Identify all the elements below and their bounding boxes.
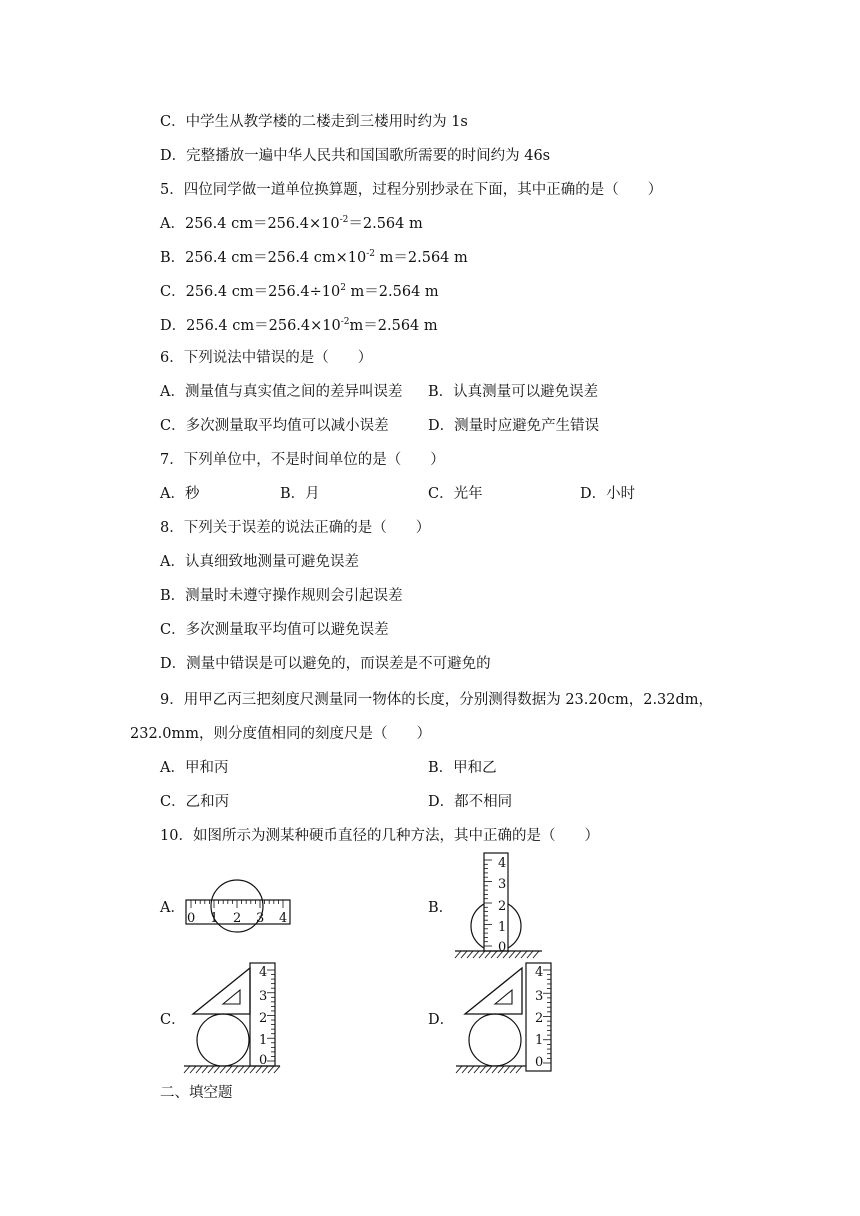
figure-b-mark-2: 2	[498, 899, 507, 914]
figure-a-mark-2: 2	[233, 911, 242, 926]
ground-hatch	[479, 951, 485, 958]
q8-option-c: C．多次测量取平均值可以避免误差	[160, 622, 389, 638]
ground-hatch	[485, 951, 491, 958]
figure-b-mark-1: 1	[498, 920, 507, 935]
ground-hatch	[226, 1066, 232, 1073]
ground-hatch	[184, 1066, 190, 1073]
q9-option-a: A．甲和丙	[160, 760, 229, 776]
figure-d-mark-3: 3	[535, 989, 544, 1004]
ground-hatch	[480, 1066, 486, 1073]
q5-option-c: C．256.4 $cm=256.4\div 10^2$ m＝2.564 m	[160, 283, 439, 300]
q5-option-b: B．256.4 cm＝256.4 $cm\times 10^{-2}$ m＝2.564 m	[160, 249, 468, 266]
figure-b-mark-0: 0	[498, 940, 507, 955]
q9-stem-line2: 232.0mm，则分度值相同的刻度尺是（ ）	[130, 726, 432, 742]
q8-option-b: B．测量时未遵守操作规则会引起误差	[160, 588, 403, 604]
q5-stem: 5．四位同学做一道单位换算题，过程分别抄录在下面，其中正确的是（ ）	[160, 182, 663, 198]
ground-hatch	[268, 1066, 274, 1073]
q6-option-d: D．测量时应避免产生错误	[428, 418, 600, 434]
ground-hatch	[516, 1066, 522, 1073]
figure-c-mark-4: 4	[259, 965, 268, 980]
q4-option-c: C．中学生从教学楼的二楼走到三楼用时约为 1s	[160, 114, 468, 130]
ground-hatch	[498, 1066, 504, 1073]
ground-hatch	[220, 1066, 226, 1073]
figure-b-ruler-on-coin	[450, 850, 550, 960]
figure-b-mark-3: 3	[498, 877, 507, 892]
ground-hatch	[214, 1066, 220, 1073]
ground-hatch	[492, 1066, 498, 1073]
q9-stem-line1: 9．用甲乙丙三把刻度尺测量同一物体的长度，分别测得数据为 23.20cm，2.32dm，	[160, 692, 714, 708]
ground-hatch	[509, 951, 515, 958]
figure-c-mark-3: 3	[259, 989, 268, 1004]
q7-option-a: A．秒	[160, 486, 200, 502]
q8-option-a: A．认真细致地测量可避免误差	[160, 554, 359, 570]
figure-d-triangle-and-ruler	[450, 960, 560, 1080]
q9-option-d: D．都不相同	[428, 794, 513, 810]
q8-option-d: D．测量中错误是可以避免的，而误差是不可避免的	[160, 656, 491, 672]
figure-c-label: C．	[160, 1012, 186, 1028]
figure-b-label: B．	[428, 900, 454, 916]
ground-hatch	[190, 1066, 196, 1073]
ground-hatch	[202, 1066, 208, 1073]
q9-option-c: C．乙和丙	[160, 794, 230, 810]
ground-hatch	[467, 951, 473, 958]
ground-hatch	[473, 951, 479, 958]
ground-hatch	[486, 1066, 492, 1073]
ground-hatch	[461, 951, 467, 958]
ground-hatch	[521, 951, 527, 958]
q7-stem: 7．下列单位中，不是时间单位的是（ ）	[160, 452, 445, 468]
figure-a-mark-1: 1	[210, 911, 219, 926]
ground-hatch	[527, 951, 533, 958]
ground-hatch	[250, 1066, 256, 1073]
q6-option-a: A．测量值与真实值之间的差异叫误差	[160, 384, 403, 400]
ground-hatch	[474, 1066, 480, 1073]
figure-a-mark-0: 0	[187, 911, 196, 926]
q6-option-b: B．认真测量可以避免误差	[428, 384, 599, 400]
section-2-heading: 二、填空题	[160, 1085, 233, 1101]
ground-hatch	[455, 951, 461, 958]
figure-d-label: D．	[428, 1012, 455, 1028]
ground-hatch	[515, 951, 521, 958]
q7-option-c: C．光年	[428, 486, 483, 502]
ground-hatch	[196, 1066, 202, 1073]
q6-stem: 6．下列说法中错误的是（ ）	[160, 350, 373, 366]
q10-stem: 10．如图所示为测某种硬币直径的几种方法，其中正确的是（ ）	[160, 828, 599, 844]
ground-hatch	[208, 1066, 214, 1073]
ground-hatch	[510, 1066, 516, 1073]
ground-hatch	[232, 1066, 238, 1073]
q7-option-b: B．月	[280, 486, 320, 502]
q5-option-a: A．256.4 $cm=256.4\times 10^{-2}=2.564$ m	[160, 215, 423, 232]
figure-c-mark-0: 0	[259, 1053, 268, 1068]
figure-c-mark-1: 1	[259, 1033, 268, 1048]
figure-d-mark-4: 4	[535, 965, 544, 980]
q8-stem: 8．下列关于误差的说法正确的是（ ）	[160, 520, 431, 536]
figure-d-mark-0: 0	[535, 1055, 544, 1070]
q5-option-d: D．256.4 $cm=256.4\times 10^{-2}m=2.564$ m	[160, 317, 438, 334]
figure-b-mark-4: 4	[498, 856, 507, 871]
figure-d-mark-2: 2	[535, 1011, 544, 1026]
ground-hatch	[462, 1066, 468, 1073]
figure-c-mark-2: 2	[259, 1011, 268, 1026]
figure-a-coin-on-ruler	[180, 870, 300, 940]
q7-option-d: D．小时	[580, 486, 636, 502]
figure-a-label: A．	[160, 900, 185, 916]
ground-hatch	[274, 1066, 280, 1073]
ground-hatch	[533, 951, 539, 958]
ground-hatch	[491, 951, 497, 958]
ground-hatch	[504, 1066, 510, 1073]
ground-hatch	[468, 1066, 474, 1073]
ground-hatch	[244, 1066, 250, 1073]
figure-a-mark-4: 4	[279, 911, 288, 926]
figure-c-triangle-and-ruler	[180, 960, 290, 1080]
q6-option-c: C．多次测量取平均值可以减小误差	[160, 418, 389, 434]
q9-option-b: B．甲和乙	[428, 760, 497, 776]
figure-d-mark-1: 1	[535, 1033, 544, 1048]
figure-a-mark-3: 3	[256, 911, 265, 926]
q4-option-d: D．完整播放一遍中华人民共和国国歌所需要的时间约为 46s	[160, 148, 551, 164]
ground-hatch	[238, 1066, 244, 1073]
ground-hatch	[456, 1066, 462, 1073]
